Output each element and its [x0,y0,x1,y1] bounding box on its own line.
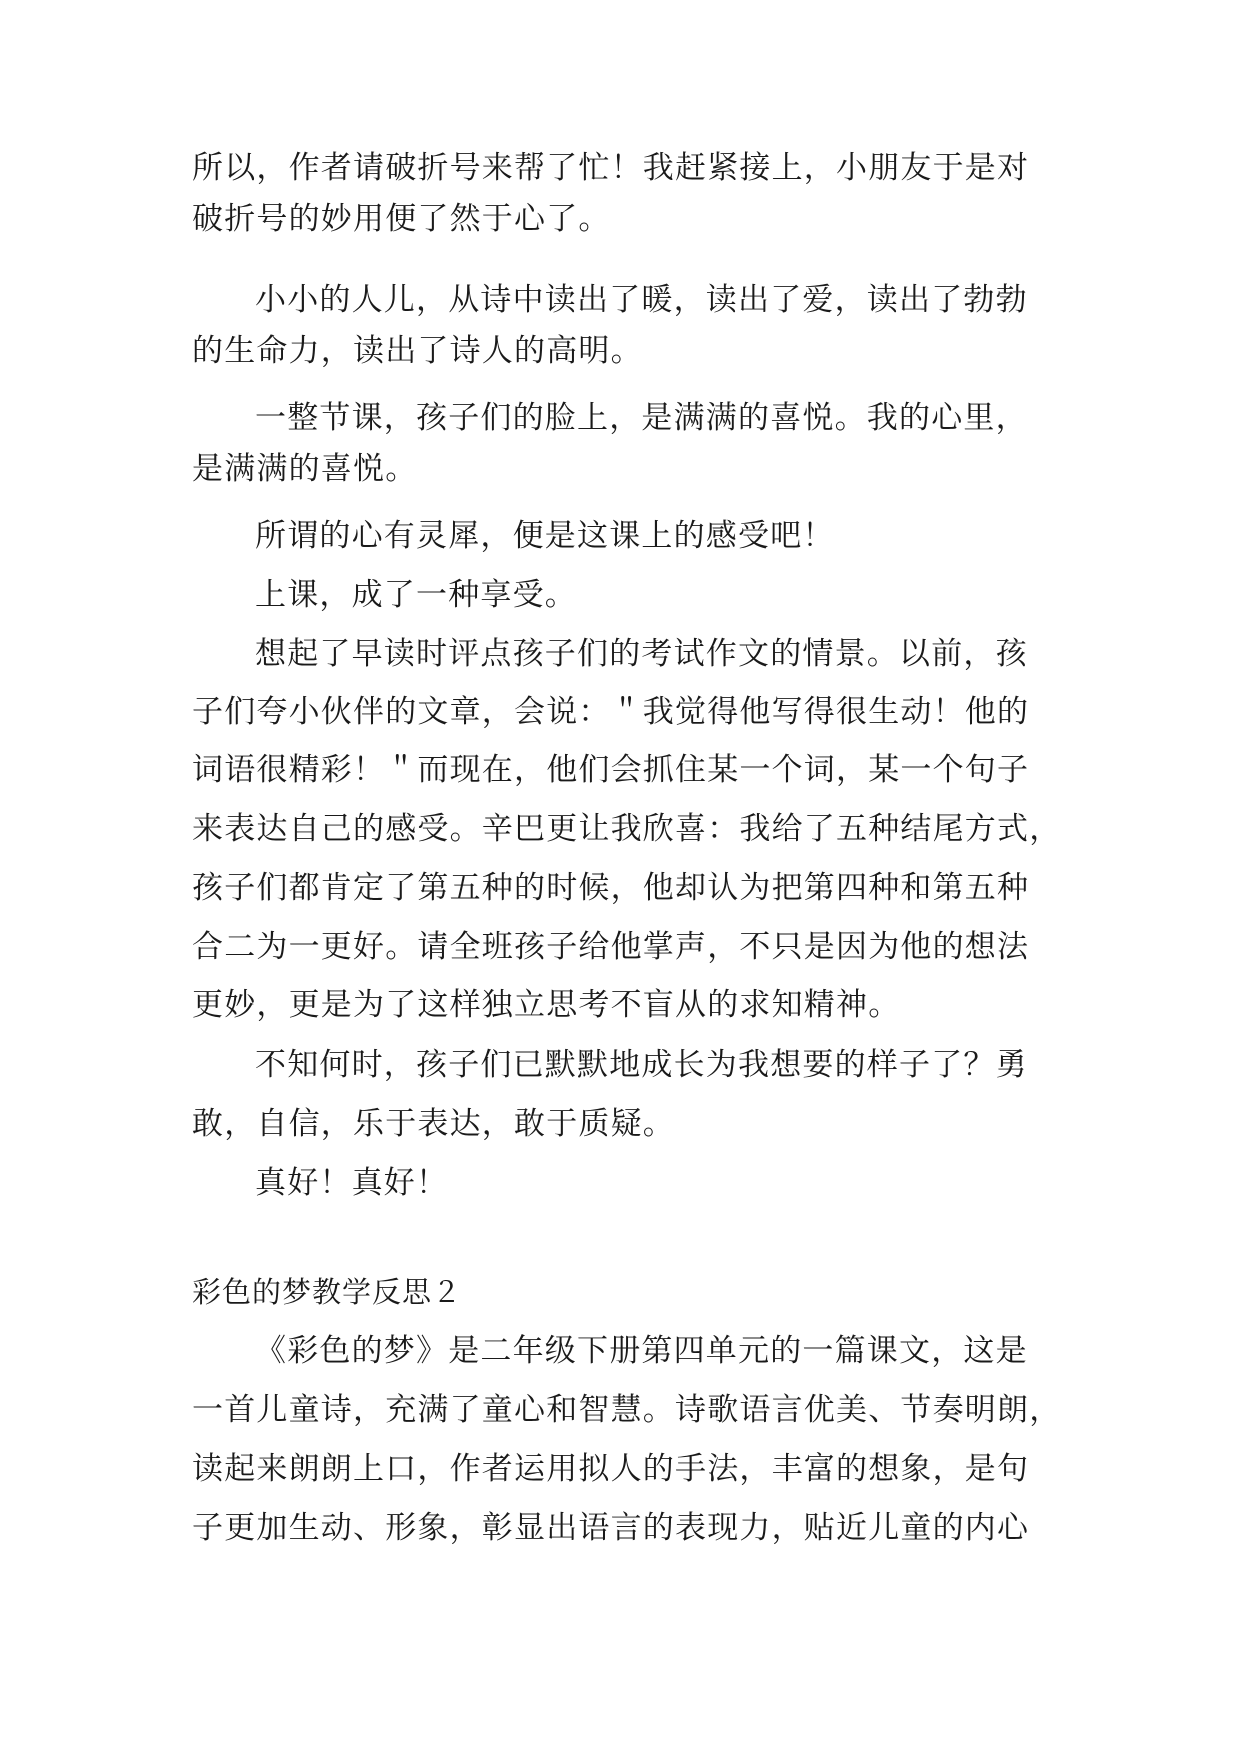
text-line: 更妙，更是为了这样独立思考不盲从的求知精神。 [192,987,901,1023]
text-line: 合二为一更好。请全班孩子给他掌声，不只是因为他的想法 [192,929,1030,965]
text-line: 是满满的喜悦。 [192,451,418,487]
text-line: 所以，作者请破折号来帮了忙！我赶紧接上，小朋友于是对 [192,150,1030,186]
text-line: 敢，自信，乐于表达，敢于质疑。 [192,1106,675,1142]
text-line: 孩子们都肯定了第五种的时候，他却认为把第四种和第五种 [192,870,1030,906]
text-line: 破折号的妙用便了然于心了。 [192,201,611,237]
text-line: 子们夸小伙伴的文章，会说：＂我觉得他写得很生动！他的 [192,694,1030,730]
text-line: 一首儿童诗，充满了童心和智慧。诗歌语言优美、节奏明朗， [192,1392,1062,1428]
text-line: 来表达自己的感受。辛巴更让我欣喜：我给了五种结尾方式， [192,811,1062,847]
text-line: 所谓的心有灵犀，便是这课上的感受吧！ [255,518,835,554]
text-line: 不知何时，孩子们已默默地成长为我想要的样子了？勇 [255,1047,1028,1083]
text-line: 词语很精彩！＂而现在，他们会抓住某一个词，某一个句子 [192,752,1030,788]
text-line: 《彩色的梦》是二年级下册第四单元的一篇课文，这是 [255,1333,1028,1369]
text-line: 真好！真好！ [255,1165,449,1201]
text-line: 上课，成了一种享受。 [255,577,577,613]
section-title: 彩色的梦教学反思２ [192,1275,463,1309]
text-line: 想起了早读时评点孩子们的考试作文的情景。以前，孩 [255,636,1028,672]
text-line: 小小的人儿，从诗中读出了暖，读出了爱，读出了勃勃 [255,282,1028,318]
text-line: 一整节课，孩子们的脸上，是满满的喜悦。我的心里， [255,400,1028,436]
text-line: 的生命力，读出了诗人的高明。 [192,333,643,369]
text-line: 读起来朗朗上口，作者运用拟人的手法，丰富的想象，是句 [192,1451,1030,1487]
text-line: 子更加生动、形象，彰显出语言的表现力，贴近儿童的内心 [192,1510,1030,1546]
